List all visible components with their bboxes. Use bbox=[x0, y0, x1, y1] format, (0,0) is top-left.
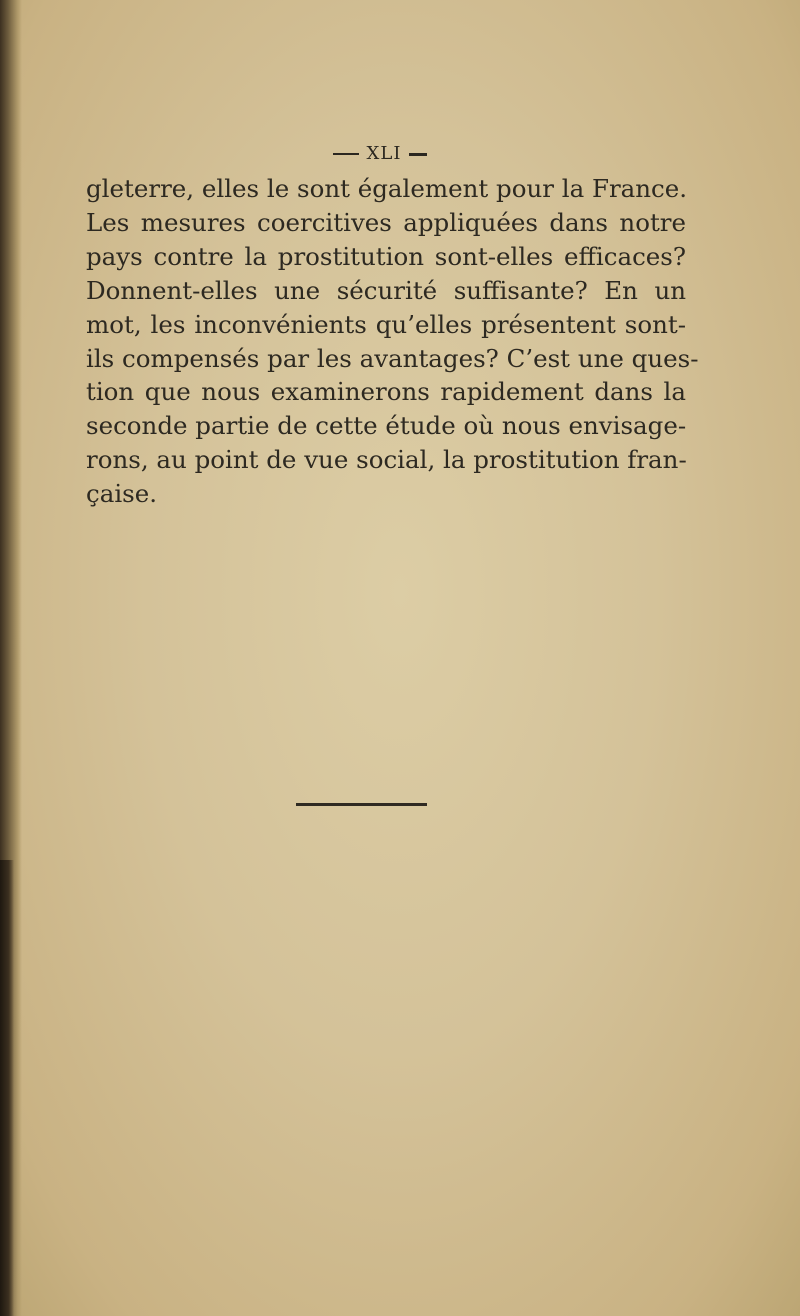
book-spine-dark-edge bbox=[0, 860, 14, 1316]
text-line: gleterre, elles le sont également pour la France. bbox=[86, 174, 688, 203]
text-line: Donnent-elles une sécurité suffisante? En un bbox=[86, 275, 686, 305]
text-line: Les mesures coercitives appliquées dans notre bbox=[86, 207, 686, 237]
running-head-right-dash bbox=[409, 153, 427, 156]
text-line: tion que nous examinerons rapidement dans la bbox=[86, 377, 686, 407]
text-line: pays contre la prostitution sont-elles efficaces? bbox=[86, 241, 686, 271]
running-head-left-dash bbox=[333, 153, 359, 155]
running-head bbox=[0, 143, 760, 164]
text-line: mot, les inconvénients qu’elles présentent sont- bbox=[86, 309, 686, 339]
page-number: XLI bbox=[366, 143, 402, 164]
text-line: rons, au point de vue social, la prostitution fran- bbox=[86, 445, 687, 475]
text-line: seconde partie de cette étude où nous envisage- bbox=[86, 411, 687, 441]
body-paragraph bbox=[86, 172, 699, 511]
text-line: çaise. bbox=[86, 479, 158, 509]
text-line: ils compensés par les avantages? C’est une ques- bbox=[86, 343, 699, 373]
section-end-rule bbox=[296, 803, 427, 806]
